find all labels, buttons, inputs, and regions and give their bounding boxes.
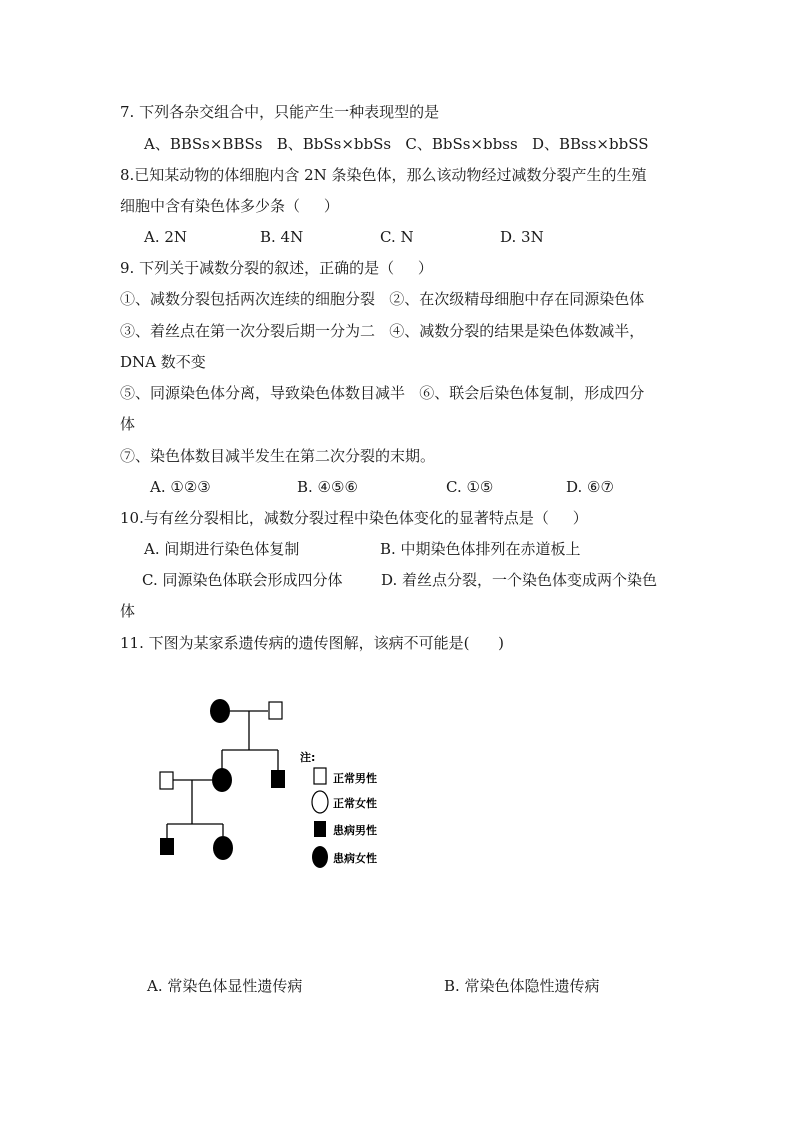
q9-line4: ⑤、同源染色体分离，导致染色体数目减半 ⑥、联会后染色体复制，形成四分 — [120, 384, 645, 402]
legend-affected-female: 患病女性 — [333, 852, 377, 865]
q9-option-d: D. ⑥⑦ — [566, 478, 614, 496]
q9-line6: ⑦、染色体数目减半发生在第二次分裂的末期。 — [120, 447, 436, 465]
affected-female-symbol — [213, 836, 233, 860]
legend-affected-male: 患病男性 — [333, 824, 377, 837]
legend-normal-female-icon — [312, 791, 328, 813]
affected-male-symbol — [160, 838, 174, 855]
affected-female-symbol — [212, 768, 232, 792]
q10-option-c: C. 同源染色体联会形成四分体 — [142, 571, 343, 589]
q10-option-b: B. 中期染色体排列在赤道板上 — [380, 540, 581, 558]
q9-option-a: A. ①②③ — [150, 478, 211, 496]
affected-female-symbol — [210, 699, 230, 723]
q8-stem-line1: 8.已知某动物的体细胞内含 2N 条染色体，那么该动物经过减数分裂产生的生殖 — [120, 166, 647, 184]
q9-stem: 9. 下列关于减数分裂的叙述，正确的是（ ） — [120, 259, 433, 277]
legend-normal-male-icon — [314, 768, 326, 784]
q8-option-d: D. 3N — [500, 228, 544, 246]
q7-options: A、BBSs×BBSs B、BbSs×bbSs C、BbSs×bbss D、BBss×bbSS — [144, 135, 649, 153]
normal-male-symbol — [160, 772, 173, 789]
q11-option-a: A. 常染色体显性遗传病 — [147, 977, 303, 995]
q11-option-b: B. 常染色体隐性遗传病 — [444, 977, 600, 995]
q9-option-c: C. ①⑤ — [446, 478, 494, 496]
legend-normal-male: 正常男性 — [333, 772, 377, 785]
normal-male-symbol — [269, 702, 282, 719]
q9-line1: ①、减数分裂包括两次连续的细胞分裂 ②、在次级精母细胞中存在同源染色体 — [120, 290, 645, 308]
q9-option-b: B. ④⑤⑥ — [297, 478, 358, 496]
q10-option-d-line2: 体 — [120, 602, 136, 620]
q10-stem: 10.与有丝分裂相比，减数分裂过程中染色体变化的显著特点是（ ） — [120, 509, 588, 527]
q8-stem-line2: 细胞中含有染色体多少条（ ） — [120, 197, 339, 215]
q7-stem: 7. 下列各杂交组合中，只能产生一种表现型的是 — [120, 103, 440, 121]
q9-line2: ③、着丝点在第一次分裂后期一分为二 ④、减数分裂的结果是染色体数减半， — [120, 322, 645, 340]
q8-option-b: B. 4N — [260, 228, 304, 246]
affected-male-symbol — [271, 770, 285, 788]
q10-option-d-line1: D. 着丝点分裂，一个染色体变成两个染色 — [381, 571, 658, 589]
q10-option-a: A. 间期进行染色体复制 — [144, 540, 300, 558]
q8-option-c: C. N — [380, 228, 414, 246]
q9-line3: DNA 数不变 — [120, 353, 206, 371]
q9-line5: 体 — [120, 415, 136, 433]
legend-affected-male-icon — [314, 821, 326, 837]
pedigree-chart — [140, 690, 420, 880]
legend-normal-female: 正常女性 — [333, 797, 377, 810]
legend-title: 注: — [300, 751, 316, 764]
q8-option-a: A. 2N — [144, 228, 188, 246]
q11-stem: 11. 下图为某家系遗传病的遗传图解，该病不可能是( ) — [120, 634, 504, 652]
legend-affected-female-icon — [312, 846, 328, 868]
